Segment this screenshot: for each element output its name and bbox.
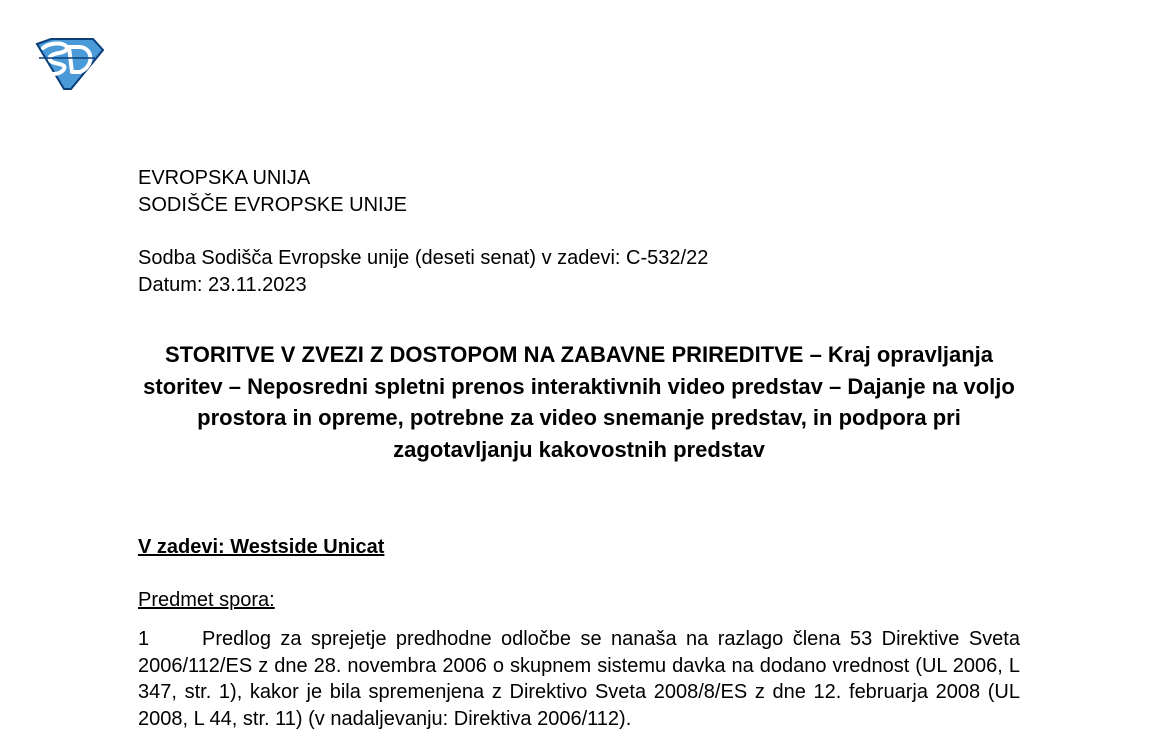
case-name: V zadevi: Westside Unicat (138, 536, 385, 558)
institution-line-2: SODIŠČE EVROPSKE UNIJE (138, 194, 407, 216)
court-logo-icon (33, 38, 105, 90)
judgment-date: Datum: 23.11.2023 (138, 274, 307, 296)
subject-heading: Predmet spora: (138, 589, 275, 611)
paragraph (138, 626, 1020, 732)
institution-line-1: EVROPSKA UNIJA (138, 167, 311, 189)
paragraph-text: Predlog za sprejetje predhodne odločbe se nanaša na razlago člena 53 Direktive Sveta 2006/112/ES z dne 28. novembra 2006 o skupnem sistemu davka na dodano vrednost (UL 2006, L 347, str. 1), kakor je bila spremenjena z Direktivo Sveta 2008/8/ES z dne 12. februarja 2008 (UL 2008, L 44, str. 11) (v nadaljevanju: Direktiva 2006/112). (138, 628, 1020, 730)
document-title: STORITVE V ZVEZI Z DOSTOPOM NA ZABAVNE PRIREDITVE – Kraj opravljanja storitev – Neposredni spletni prenos interaktivnih video predstav – Dajanje na voljo prostora in opreme, potrebne za video snemanje predstav, in podpora pri zagotavljanju kakovostnih predstav (143, 342, 1015, 462)
paragraph-number: 1 (138, 628, 150, 650)
judgment-reference: Sodba Sodišča Evropske unije (deseti senat) v zadevi: C-532/22 (138, 247, 709, 269)
